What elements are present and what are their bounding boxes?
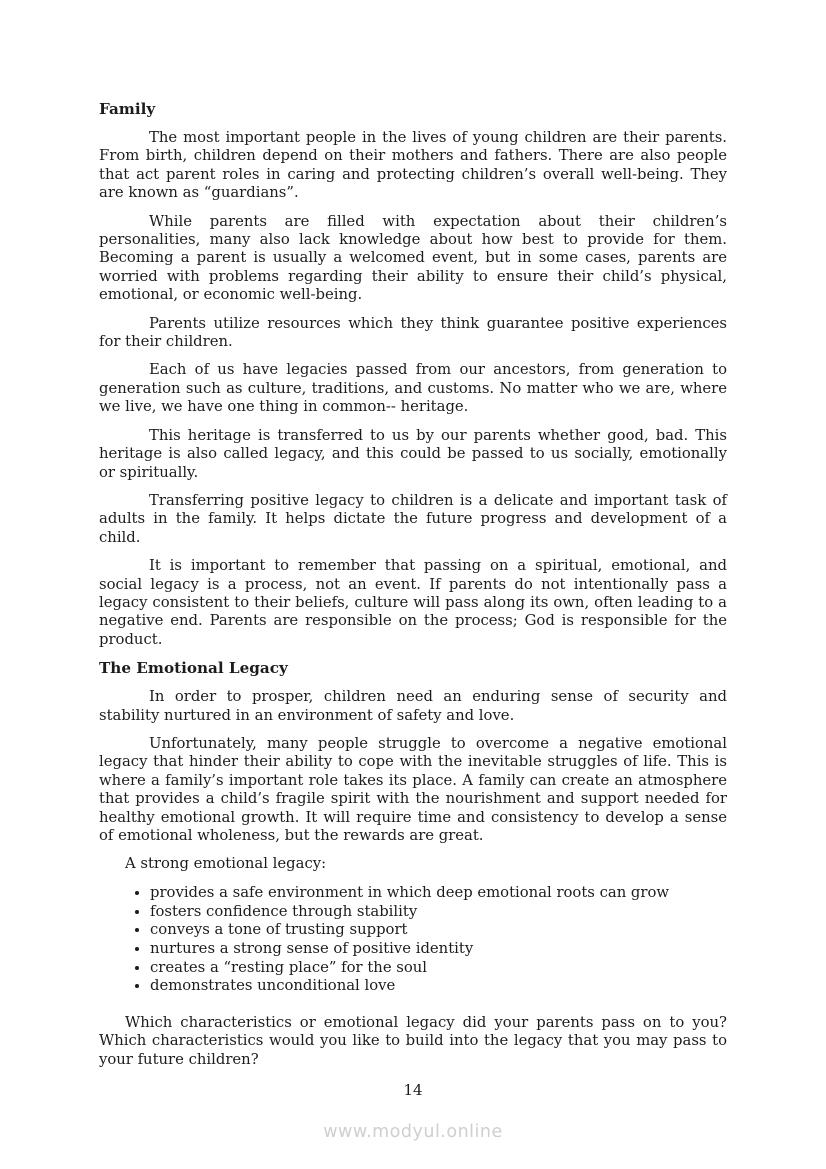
bullet-item: • creates a “resting place” for the soul — [150, 959, 727, 978]
site-watermark: www.modyul.online — [323, 1122, 503, 1142]
paragraph-emotional-1: In order to prosper, children need an enduring sense of security and stability nurtured in an environment of safety and love. — [99, 688, 727, 724]
bullet-list — [99, 884, 727, 996]
bullet-list-intro: A strong emotional legacy: — [125, 855, 327, 873]
bullet-item: • provides a safe environment in which deep emotional roots can grow — [150, 884, 727, 903]
page-number: 14 — [403, 1081, 423, 1099]
paragraph-family-7: It is important to remember that passing on a spiritual, emotional, and social legacy is a process, not an event. If parents do not intentionally pass a legacy consistent to their beliefs, culture will pass along its own, often leading to a negative end. Parents are responsible on the process; God is responsible for the product. — [99, 557, 727, 648]
section-heading-emotional-legacy: The Emotional Legacy — [99, 659, 288, 678]
section-heading-family: Family — [99, 100, 156, 118]
closing-question-paragraph: Which characteristics or emotional legacy did your parents pass on to you? Which characteristics would you like to build into the legacy that you may pass to your future children? — [99, 1014, 727, 1068]
paragraph-emotional-2: Unfortunately, many people struggle to overcome a negative emotional legacy that hinder their ability to cope with the inevitable struggles of life. This is where a family’s important role takes its place. A family can create an atmosphere that provides a child’s fragile spirit with the nourishment and support needed for healthy emotional growth. It will require time and consistency to develop a sense of emotional wholeness, but the rewards are great. — [99, 734, 727, 844]
bullet-item: • conveys a tone of trusting support — [150, 921, 727, 940]
bullet-item: • nurtures a strong sense of positive identity — [150, 940, 727, 959]
bullet-item: • fosters confidence through stability — [150, 903, 727, 922]
paragraph-family-1: The most important people in the lives of young children are their parents. From birth, children depend on their mothers and fathers. There are also people that act parent roles in caring and protecting children’s overall well-being. They are known as “guardians”. — [99, 129, 727, 202]
paragraph-family-2: While parents are filled with expectation about their children’s personalities, many also lack knowledge about how best to provide for them. Becoming a parent is usually a welcomed event, but in some cases, parents are worried with problems regarding their ability to ensure their child’s physical, emotional, or economic well-being. — [99, 212, 727, 304]
paragraph-family-3: Parents utilize resources which they think guarantee positive experiences for their children. — [99, 314, 727, 351]
paragraph-family-5: This heritage is transferred to us by our parents whether good, bad. This heritage is also called legacy, and this could be passed to us socially, emotionally or spiritually. — [99, 426, 727, 481]
paragraph-family-6: Transferring positive legacy to children is a delicate and important task of adults in the family. It helps dictate the future progress and development of a child. — [99, 491, 727, 546]
bullet-item: • demonstrates unconditional love — [150, 977, 727, 996]
page-content — [99, 100, 727, 1069]
paragraph-family-4: Each of us have legacies passed from our ancestors, from generation to generation such as culture, traditions, and customs. No matter who we are, where we live, we have one thing in common-- heritage. — [99, 361, 727, 416]
